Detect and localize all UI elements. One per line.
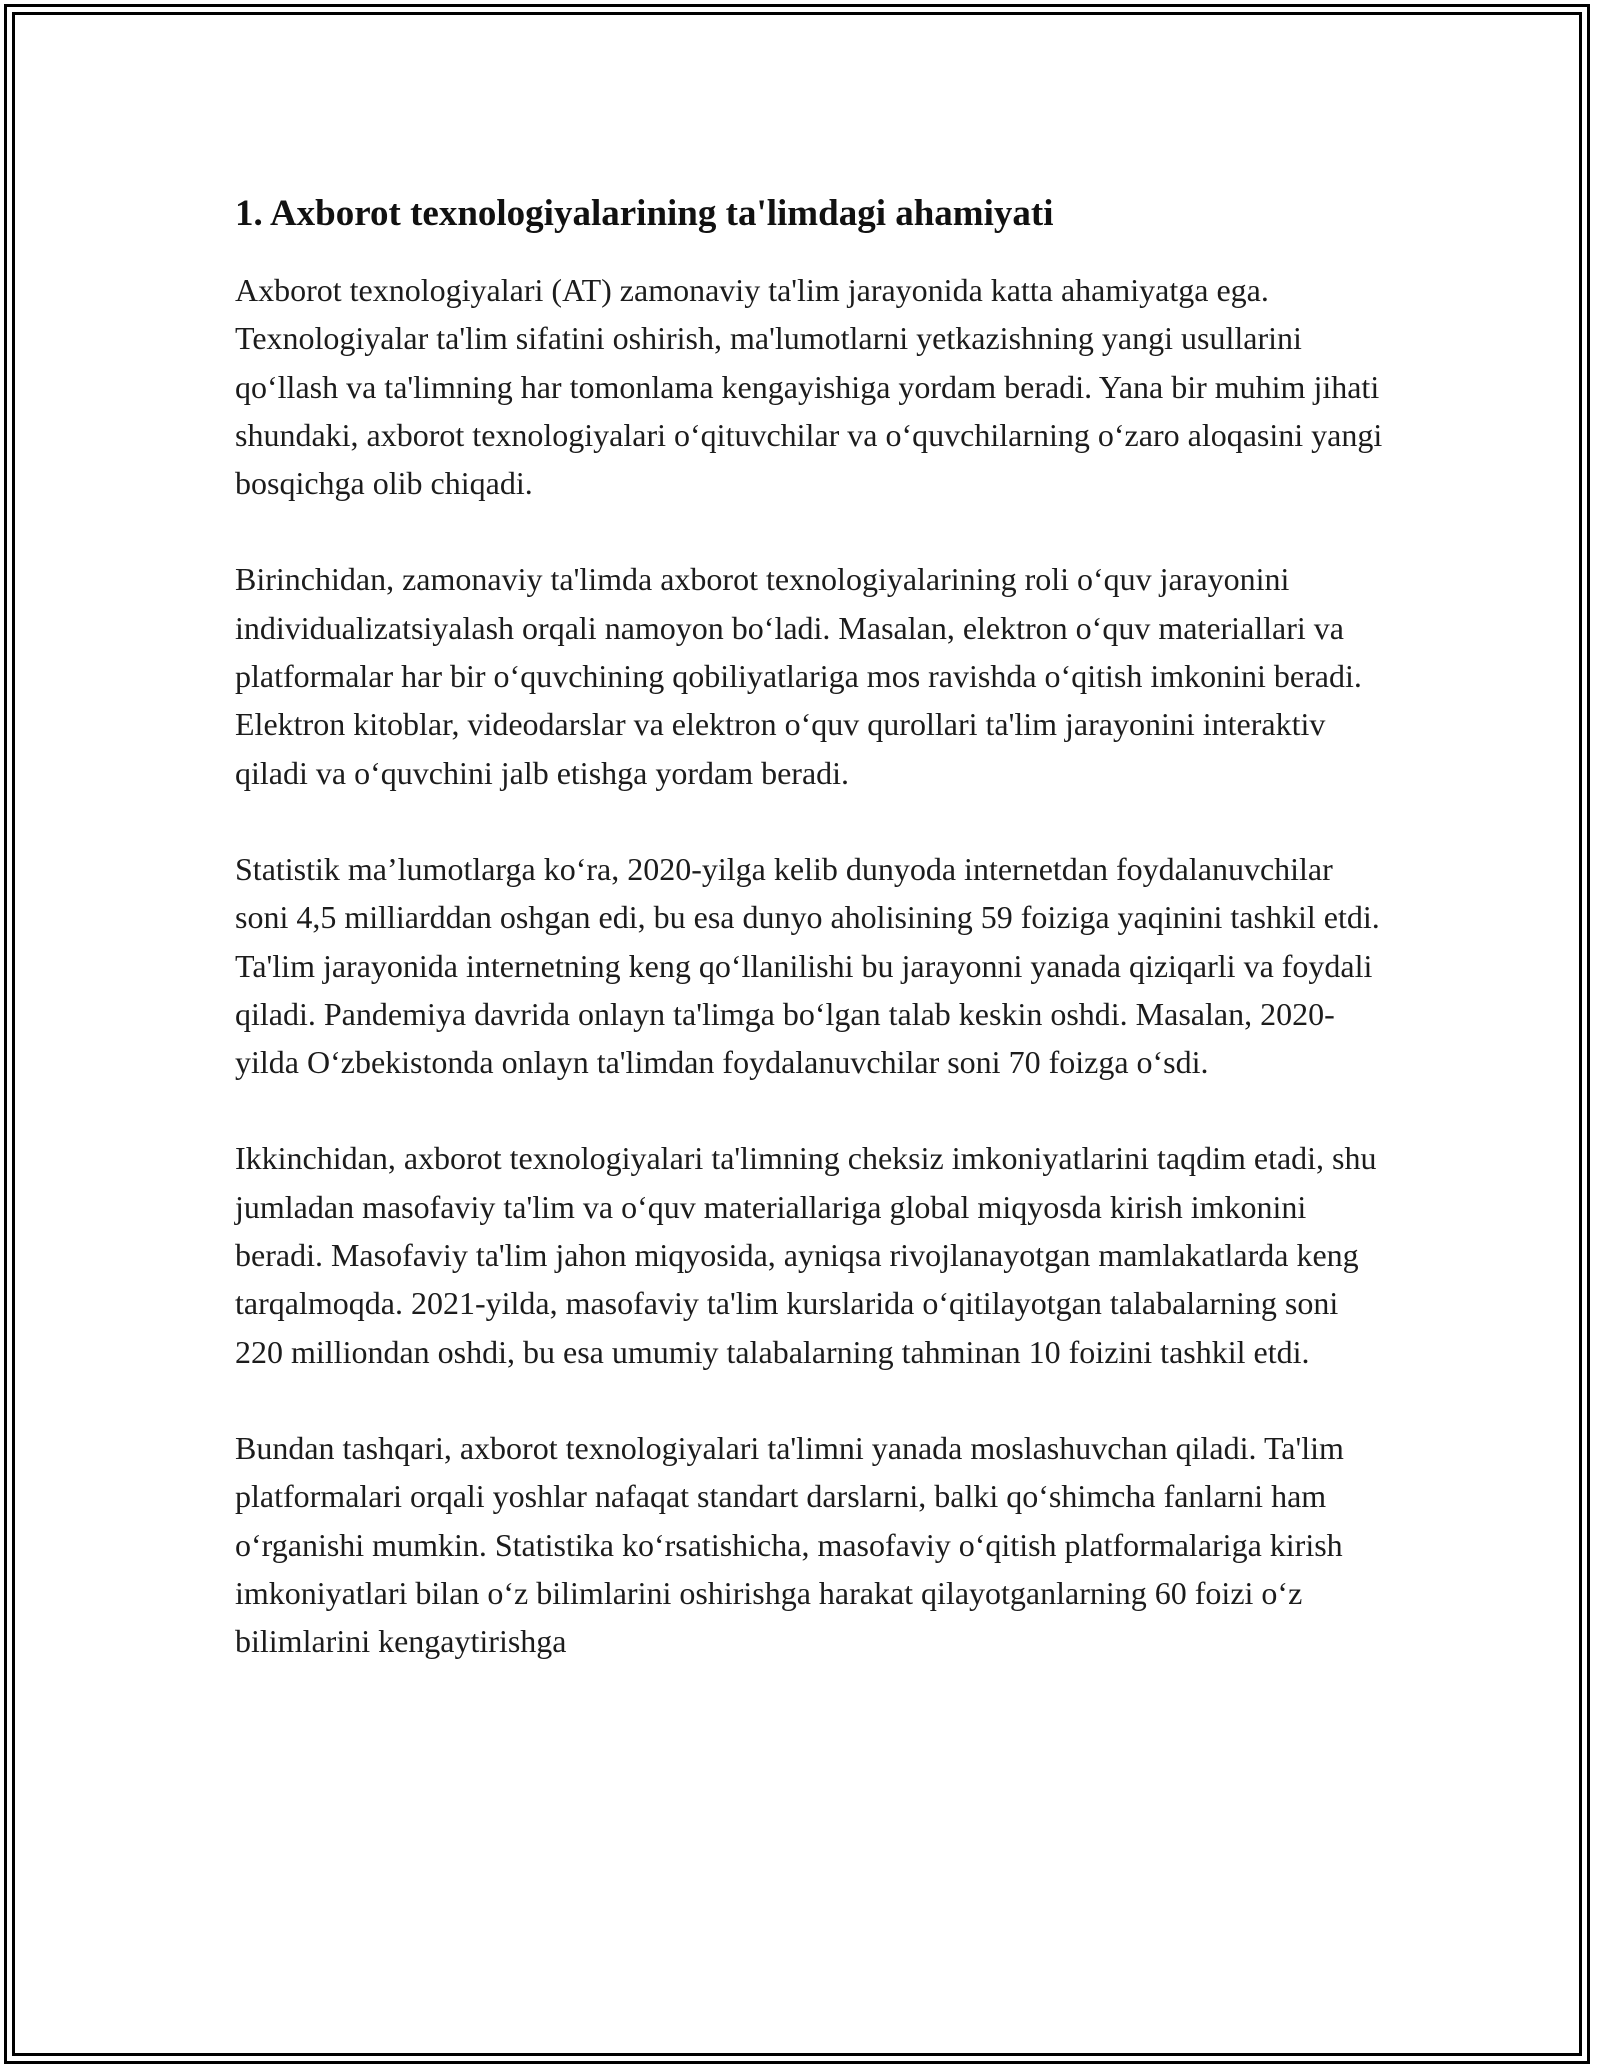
paragraph-4: Ikkinchidan, axborot texnologiyalari ta'limning cheksiz imkoniyatlarini taqdim etadi, shu jumladan masofaviy ta'lim va o‘quv materiallariga global miqyosda kirish imkonini beradi. Masofaviy ta'lim jahon miqyosida, ayniqsa rivojlanayotgan mamlakatlarda keng tarqalmoqda. 2021-yilda, masofaviy ta'lim kurslarida o‘qitilayotgan talabalarning soni 220 milliondan oshdi, bu esa umumiy talabalarning tahminan 10 foizini tashkil etdi. (235, 1140, 1377, 1370)
paragraph-2: Birinchidan, zamonaviy ta'limda axborot texnologiyalarining roli o‘quv jarayonini individualizatsiyalash orqali namoyon bo‘ladi. Masalan, elektron o‘quv materiallari va platformalar har bir o‘quvchining qobiliyatlariga mos ravishda o‘qitish imkonini beradi. Elektron kitoblar, videodarslar va elektron o‘quv qurollari ta'lim jarayonini interaktiv qiladi va o‘quvchini jalb etishga yordam beradi. (235, 561, 1362, 791)
document-body (235, 190, 1385, 1665)
paragraph-3: Statistik ma’lumotlarga ko‘ra, 2020-yilga kelib dunyoda internetdan foydalanuvchilar soni 4,5 milliarddan oshgan edi, bu esa dunyo aholisining 59 foiziga yaqinini tashkil etdi. Ta'lim jarayonida internetning keng qo‘llanilishi bu jarayonni yanada qiziqarli va foydali qiladi. Pandemiya davrida onlayn ta'limga bo‘lgan talab keskin oshdi. Masalan, 2020-yilda O‘zbekistonda onlayn ta'limdan foydalanuvchilar soni 70 foizga o‘sdi. (235, 850, 1380, 1081)
paragraph-5: Bundan tashqari, axborot texnologiyalari ta'limni yanada moslashuvchan qiladi. Ta'lim platformalari orqali yoshlar nafaqat standart darslarni, balki qo‘shimcha fanlarni ham o‘rganishi mumkin. Statistika ko‘rsatishicha, masofaviy o‘qitish platformalariga kirish imkoniyatlari bilan o‘z bilimlarini oshirishga harakat qilayotganlarning 60 foizi o‘z bilimlarini kengaytirishga (235, 1429, 1344, 1660)
section-heading: 1. Axborot texnologiyalarining ta'limdagi ahamiyati (235, 193, 1054, 234)
paragraph-1: Axborot texnologiyalari (AT) zamonaviy ta'lim jarayonida katta ahamiyatga ega. Texnologiyalar ta'lim sifatini oshirish, ma'lumotlarni yetkazishning yangi usullarini qo‘llash va ta'limning har tomonlama kengayishiga yordam beradi. Yana bir muhim jihati shundaki, axborot texnologiyalari o‘qituvchilar va o‘quvchilarning o‘zaro aloqasini yangi bosqichga olib chiqadi. (235, 272, 1383, 502)
